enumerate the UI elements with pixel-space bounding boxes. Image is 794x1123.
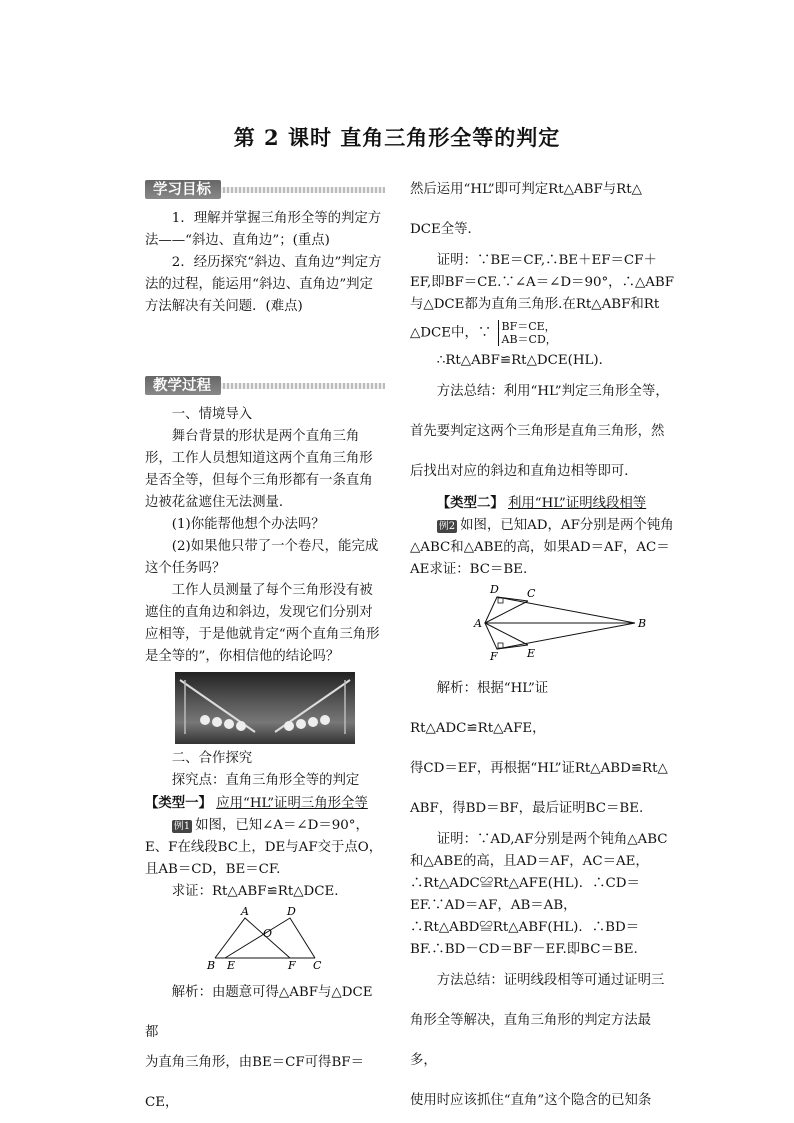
question-2: (2)如果他只带了一个卷尺，能完成这个任务吗？: [145, 539, 379, 576]
fig2-label-A: A: [474, 617, 482, 630]
example-1: [145, 815, 385, 881]
stage-photo: [175, 672, 355, 744]
type-1-tag: 【类型一】: [145, 795, 212, 811]
summary-2-a: 方法总结：证明线段相等可通过证明三: [436, 973, 665, 988]
example-1-text: 如图，已知∠A＝∠D＝90°，E、F在线段BC上，DE与AF交于点O，且AB＝CD，BE＝CF.: [145, 818, 383, 877]
proof-1-prefix: △DCE中，∵: [410, 325, 492, 341]
proof-1-system: [410, 320, 675, 346]
page-title: 第 2 课时 直角三角形全等的判定: [233, 125, 561, 150]
summary-2-b: 角形全等解决，直角三角形的判定方法最多，: [410, 1013, 652, 1068]
intro-paragraph-2: 工作人员测量了每个三角形没有被遮住的直角边和斜边，发现它们分别对应相等，于是他就肯定“两个直角三角形是全等的”，你相信他的结论吗？: [145, 583, 380, 664]
proof-2: 证明：∵AD,AF分别是两个钝角△ABC和△ABE的高，且AD＝AF，AC＝AE，∴Rt△ADC≌Rt△AFE(HL)．∴CD＝EF.∵AD＝AF，AB＝AB，∴Rt△ABD≌Rt△ABF(HL)．∴BD＝BF.∴BD－CD＝BF－EF.即BC＝BE.: [410, 832, 668, 957]
fig1-label-A: A: [241, 905, 249, 918]
fig1-label-E: E: [227, 959, 236, 972]
proof-1-conclusion: ∴Rt△ABF≌Rt△DCE(HL)．: [436, 353, 613, 368]
example-1-analysis-a: 解析：由题意可得△ABF与△DCE都: [145, 985, 373, 1040]
right-column: [410, 180, 675, 1121]
explore-heading: 二、合作探究: [171, 751, 253, 766]
goal-2: 2．经历探究“斜边、直角边”判定方法的过程，能运用“斜边、直角边”判定方法解决有关问题．(难点): [145, 255, 382, 314]
example-2: [410, 515, 675, 581]
example-1-analysis-b: 为直角三角形，由BE＝CF可得BF＝CE，: [145, 1055, 364, 1110]
figure-1: [145, 903, 385, 972]
analysis-2-c: ABF，得BD＝BF，最后证明BC＝BE.: [410, 801, 644, 816]
question-1: (1)你能帮他想个办法吗？: [171, 517, 325, 532]
intro-paragraph: 舞台背景的形状是两个直角三角形，工作人员想知道这两个直角三角形是否全等，但每个三角形都有一条直角边被花盆遮住无法测量．: [145, 429, 373, 510]
explore-point: 探究点：直角三角形全等的判定: [171, 773, 360, 788]
fig1-label-O: O: [263, 927, 273, 940]
brace-line-1: BF＝CE，: [501, 320, 556, 333]
fig2-label-B: B: [638, 617, 647, 630]
fig2-label-C: C: [527, 587, 536, 600]
example-1-prove: 求证：Rt△ABF≌Rt△DCE.: [171, 884, 339, 899]
type-2-tag: 【类型二】: [436, 495, 504, 511]
fig1-label-D: D: [287, 905, 296, 918]
intro-heading: 一、情境导入: [171, 407, 253, 422]
type-1-title: 应用“HL”证明三角形全等: [216, 796, 368, 811]
proof-1: 证明：∵BE＝CF,∴BE＋EF＝CF＋EF,即BF＝CE.∵∠A＝∠D＝90°，∴△ABF与△DCE都为直角三角形.在Rt△ABF和Rt: [410, 253, 675, 312]
type-2-title: 利用“HL”证明线段相等: [508, 496, 647, 511]
left-column: [145, 180, 385, 1123]
equation-brace: [498, 320, 557, 346]
summary-1-b: 首先要判定这两个三角形是直角三角形，然: [410, 424, 665, 439]
type-1-heading: [145, 792, 385, 815]
section-divider: [195, 383, 385, 389]
summary-2-c: 使用时应该抓住“直角”这个隐含的已知条: [410, 1093, 652, 1108]
fig1-label-C: C: [313, 959, 322, 972]
fig1-label-B: B: [207, 959, 216, 972]
fig1-label-F: F: [288, 959, 296, 972]
fig2-label-D: D: [490, 583, 499, 596]
analysis-2-b: 得CD＝EF，再根据“HL”证Rt△ABD≌Rt△: [410, 761, 668, 776]
example-2-text: 如图，已知AD，AF分别是两个钝角△ABC和△ABE的高，如果AD＝AF，AC＝AE求证：BC＝BE.: [410, 518, 674, 577]
stage-photo-drawing: [175, 672, 355, 744]
analysis-1-end: DCE全等．: [410, 222, 481, 237]
brace-line-2: AB＝CD，: [501, 333, 557, 346]
example-badge: 例1: [173, 821, 191, 832]
section-label: 教学过程: [145, 376, 221, 395]
example-badge: 例2: [438, 521, 456, 532]
section-divider: [195, 187, 385, 193]
analysis-1-cont: 然后运用“HL”即可判定Rt△ABF与Rt△: [410, 182, 642, 197]
fig2-label-E: E: [527, 647, 536, 660]
summary-1-c: 后找出对应的斜边和直角边相等即可．: [410, 464, 638, 479]
section-teaching-process: [145, 376, 385, 396]
figure-2: [410, 581, 675, 661]
section-label: 学习目标: [145, 180, 221, 199]
goal-1: 1．理解并掌握三角形全等的判定方法——“斜边、直角边”；(重点): [145, 211, 382, 248]
fig2-label-F: F: [490, 650, 498, 663]
type-2-heading: [410, 492, 675, 515]
analysis-2-a: 解析：根据“HL”证Rt△ADC≌Rt△AFE，: [410, 681, 549, 736]
section-learning-goals: [145, 180, 385, 200]
summary-1-a: 方法总结：利用“HL”判定三角形全等，: [436, 384, 669, 399]
